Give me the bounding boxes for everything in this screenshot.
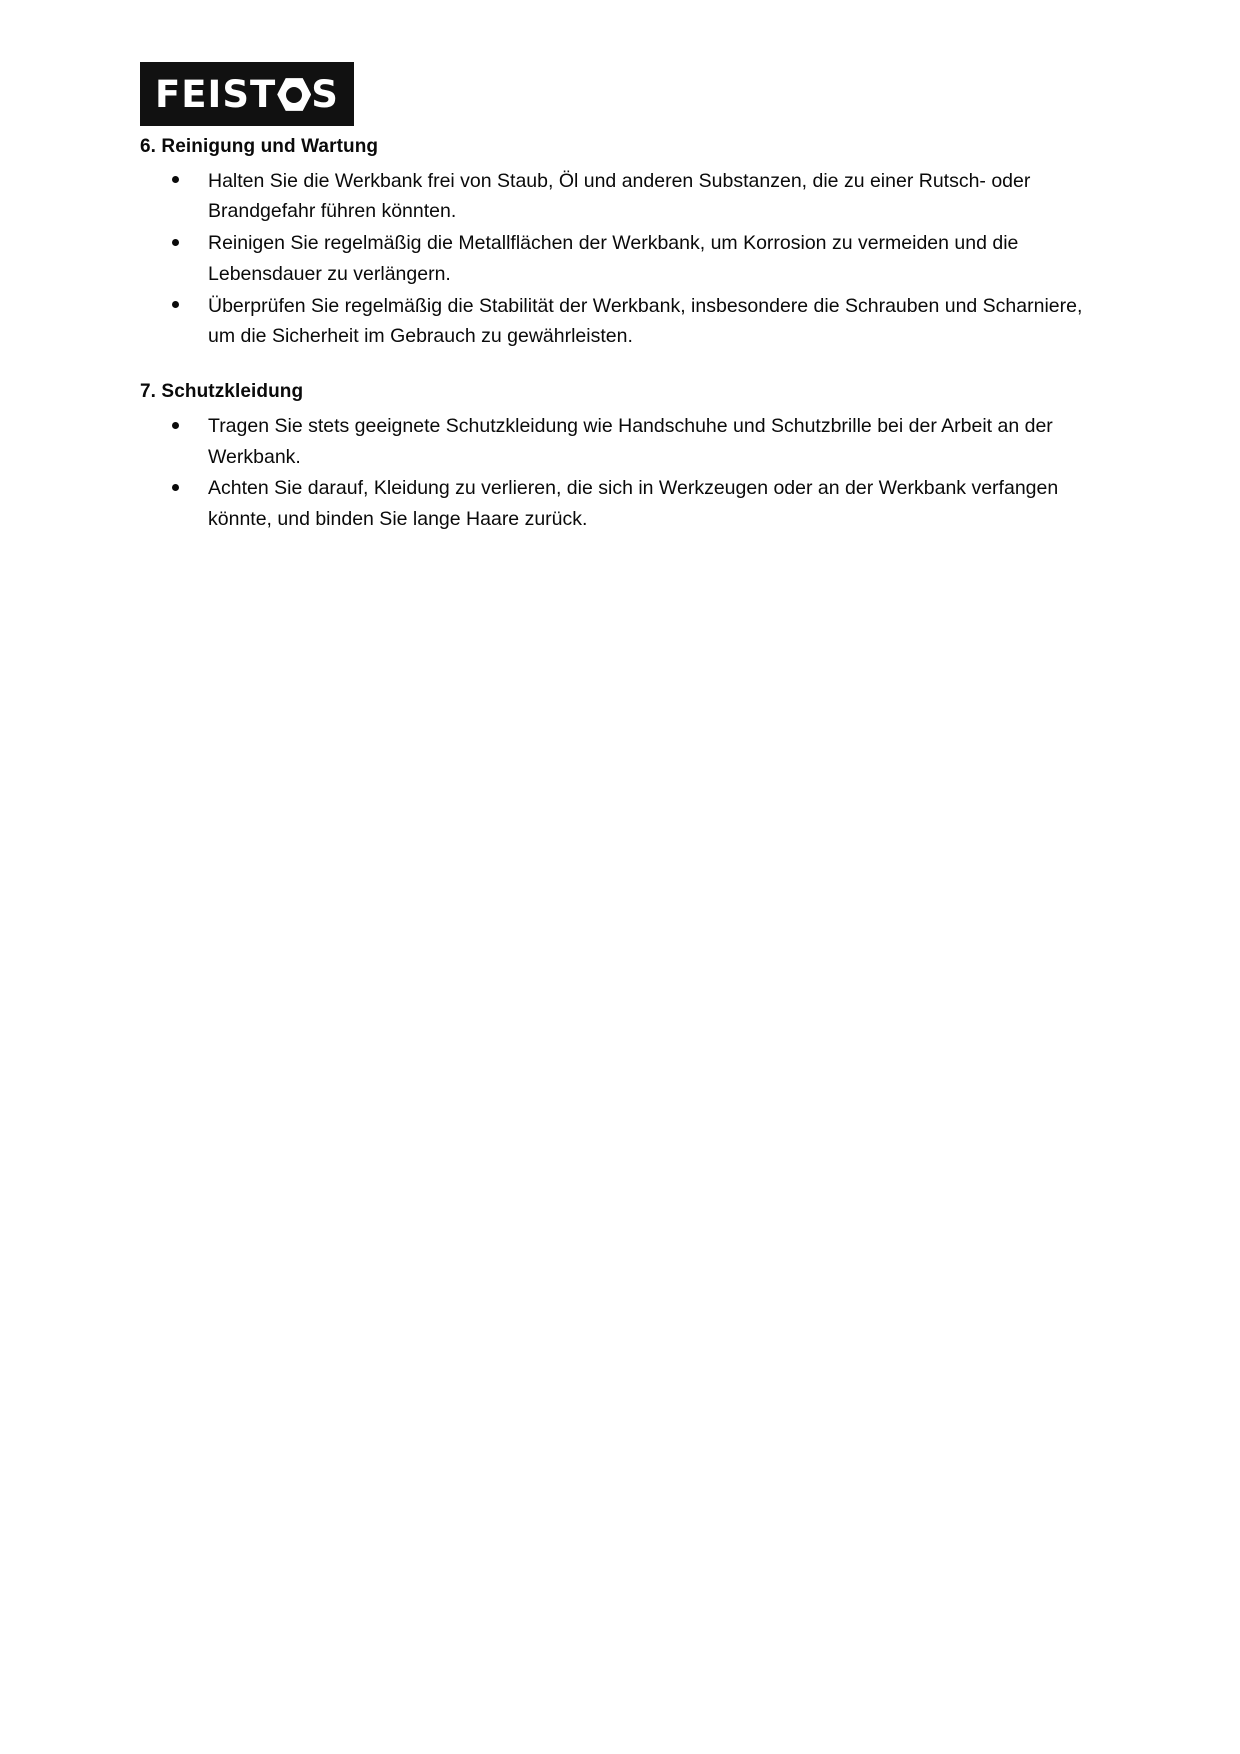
bullet-list [140, 411, 1100, 535]
bullet-dot-icon [172, 239, 179, 246]
document-body [140, 133, 1100, 561]
logo-text: FEIST [155, 73, 277, 116]
bullet-dot-icon [172, 176, 179, 183]
list-item [140, 411, 1100, 473]
bullet-dot-icon [172, 484, 179, 491]
list-item-text: Tragen Sie stets geeignete Schutzkleidung wie Handschuhe und Schutzbrille bei der Arbeit an der Werkbank. [208, 414, 1053, 468]
list-item-text: Überprüfen Sie regelmäßig die Stabilität der Werkbank, insbesondere die Schrauben und Scharniere, um die Sicherheit im Gebrauch zu gewährleisten. [208, 294, 1083, 348]
list-item [140, 228, 1100, 290]
section-protective-clothing [140, 378, 1100, 535]
section-heading: 6. Reinigung und Wartung [140, 136, 379, 157]
list-item-text: Halten Sie die Werkbank frei von Staub, Öl und anderen Substanzen, die zu einer Rutsch- oder Brandgefahr führen könnten. [208, 169, 1031, 223]
section-heading: 7. Schutzkleidung [140, 381, 304, 403]
bullet-dot-icon [172, 422, 179, 429]
list-item [140, 291, 1100, 353]
list-item-text: Reinigen Sie regelmäßig die Metallflächen der Werkbank, um Korrosion zu vermeiden und die Lebensdauer zu verlängern. [208, 232, 1019, 285]
list-item-text: Achten Sie darauf, Kleidung zu verlieren, die sich in Werkzeugen oder an der Werkbank verfangen könnte, und binden Sie lange Haare zurück. [208, 477, 1059, 531]
brand-logo [140, 62, 354, 126]
list-item [140, 473, 1100, 535]
logo-text-after: S [311, 73, 339, 116]
hexagon-circle-icon [277, 78, 311, 112]
section-cleaning-maintenance [140, 133, 1100, 352]
feistos-logo [140, 62, 354, 126]
list-item [140, 166, 1100, 228]
bullet-list [140, 166, 1100, 353]
bullet-dot-icon [172, 301, 179, 308]
